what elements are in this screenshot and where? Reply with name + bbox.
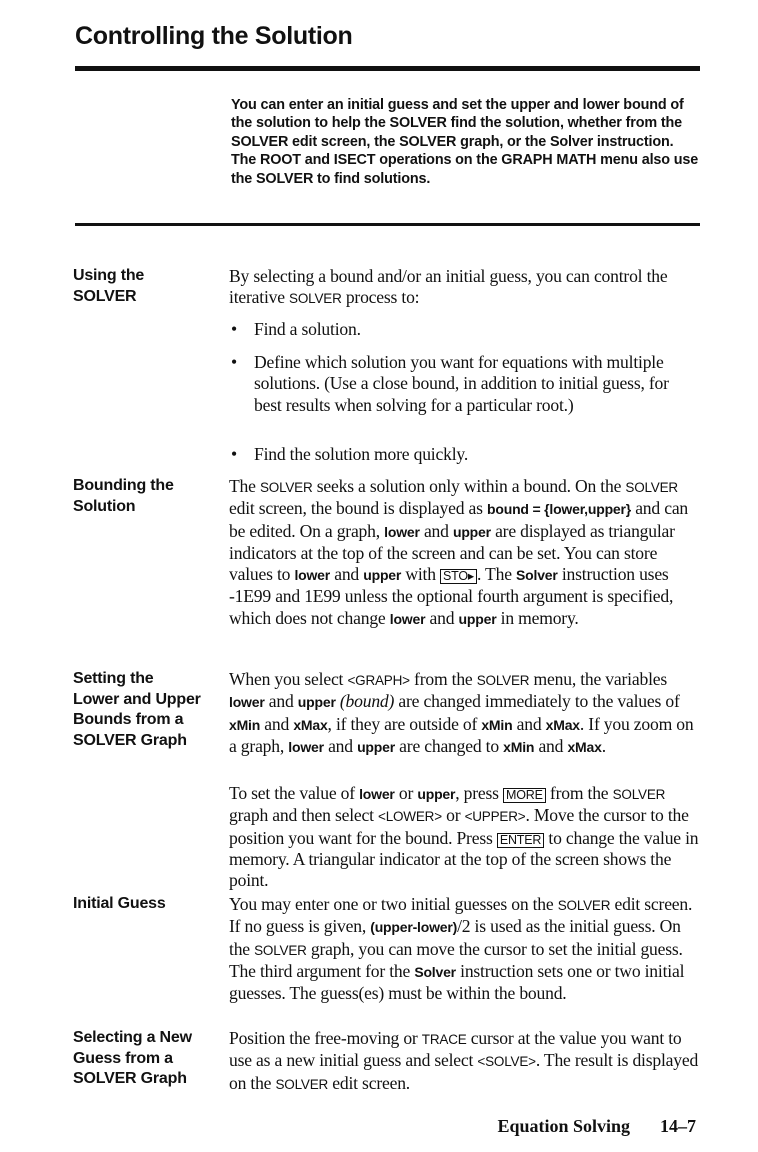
footer-chapter: Equation Solving xyxy=(497,1116,630,1136)
label-initial-guess: Initial Guess xyxy=(73,895,166,912)
label-using-solver: Using the SOLVER xyxy=(73,267,145,305)
page-number: 14–7 xyxy=(660,1116,696,1136)
label-selecting-guess: Selecting a New Guess from a SOLVER Graph xyxy=(73,1029,192,1087)
label-setting-bounds: Setting the Lower and Upper Bounds from a SOLVER Graph xyxy=(73,670,201,749)
bounding-text: The SOLVER seeks a solution only within a bound. On the SOLVER edit screen, the bound is displayed as bound = {lower,upper} and can be edited. On a graph, lower and upper are displayed as triangular indicators at the top of the screen and can be set. You can store values to lower and upper with STO▸ . The Solver instruction uses -1E99 and 1E99 unless the optional fourth argument is specified, which does not change lower and upper in memory. xyxy=(229,476,689,628)
setting-bounds-text-2: To set the value of lower or upper, press MORE from the SOLVER graph and then select <LOWER> or <UPPER>. Move the cursor to the position you want for the bound. Press ENTER to change the value in memory. A triangular indicator at the top of the screen shows the point. xyxy=(229,783,699,891)
initial-guess-text: You may enter one or two initial guesses on the SOLVER edit screen. If no guess is given, (upper-lower)/2 is used as the initial guess. On the SOLVER graph, you can move the cursor to set the initial guess. The third argument for the Solver instruction sets one or two initial guesses. The guess(es) must be within the bound. xyxy=(229,894,693,1004)
page-footer xyxy=(497,1116,696,1137)
using-solver-text: By selecting a bound and/or an initial guess, you can control the iterative SOLVER process to: xyxy=(229,266,668,308)
setting-bounds-text-1: When you select <GRAPH> from the SOLVER menu, the variables lower and upper (bound) are changed immediately to the values of xMin and xMax, if they are outside of xMin and xMax. If you zoom on a graph, lower and upper are changed to xMin and xMax. xyxy=(229,669,694,756)
enter-key: ENTER xyxy=(497,833,544,848)
intro-paragraph: You can enter an initial guess and set the upper and lower bound of the solution to help the SOLVER find the solution, whether from the SOLVER edit screen, the SOLVER graph, or the Solver instruction. The ROOT and ISECT operations on the GRAPH MATH menu also use the SOLVER to find solutions. xyxy=(231,97,699,187)
more-key: MORE xyxy=(503,788,546,803)
bullet-define-solution: • Define which solution you want for equations with multiple solutions. (Use a close bound, in addition to initial guess, for best results when solving for a particular root.) xyxy=(229,352,699,416)
bullet-find-solution: • Find a solution. xyxy=(229,319,699,340)
page-title: Controlling the Solution xyxy=(75,22,353,50)
sto-key: STO▸ xyxy=(440,569,477,584)
title-rule xyxy=(75,66,700,71)
section-rule xyxy=(75,223,700,226)
label-bounding: Bounding the Solution xyxy=(73,477,174,515)
selecting-guess-text: Position the free-moving or TRACE cursor at the value you want to use as a new initial guess and select <SOLVE>. The result is displayed on the SOLVER edit screen. xyxy=(229,1028,699,1093)
bullet-find-quickly: • Find the solution more quickly. xyxy=(229,444,699,465)
